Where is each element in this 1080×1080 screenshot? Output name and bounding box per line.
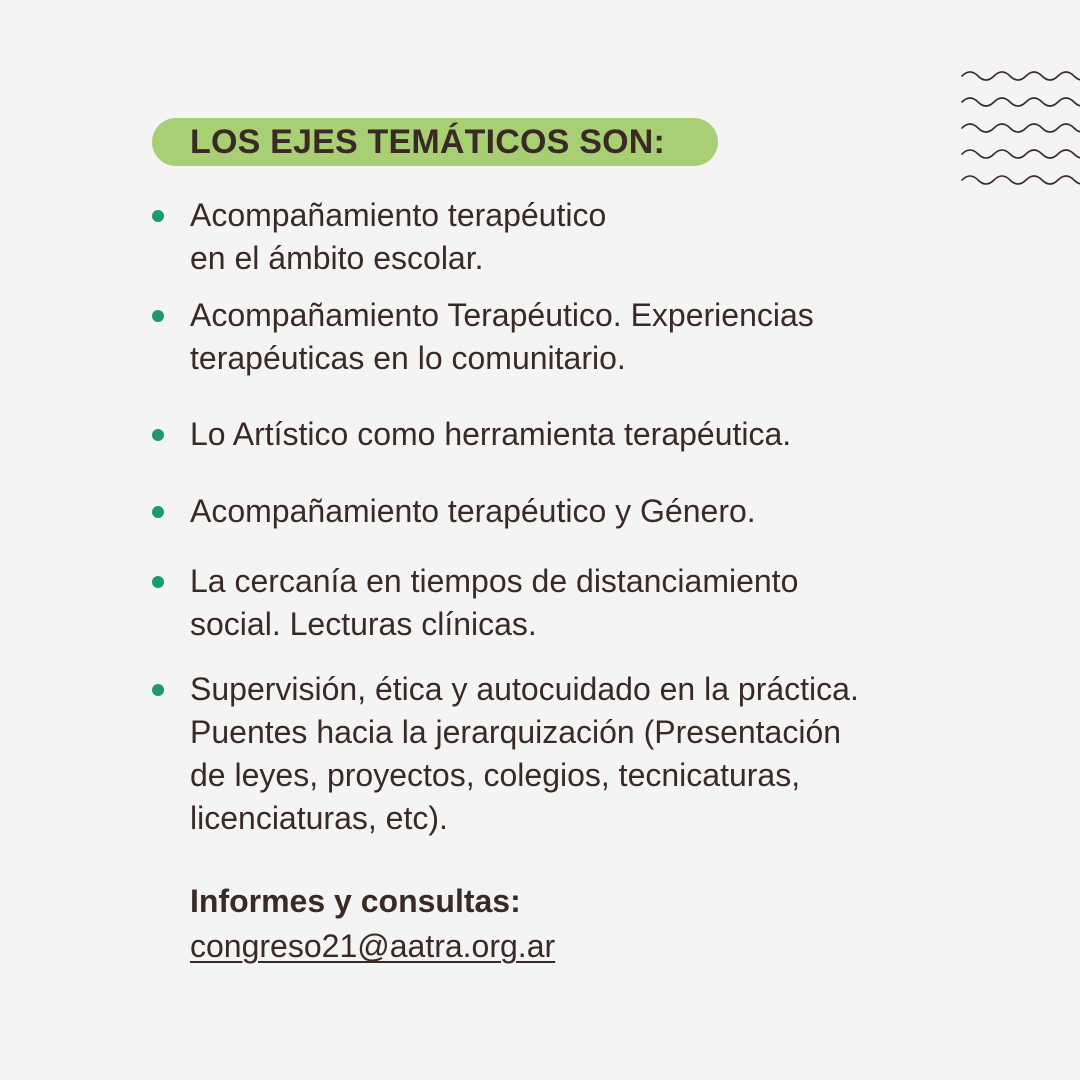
topic-line: licenciaturas, etc). (190, 800, 448, 836)
topic-line: Supervisión, ética y autocuidado en la práctica. (190, 671, 859, 707)
topic-line: Puentes hacia la jerarquización (Presentación (190, 714, 842, 750)
contact-title: Informes y consultas: (190, 883, 521, 919)
topic-line: La cercanía en tiempos de distanciamiento (190, 563, 799, 599)
topic-item-6 (190, 668, 1050, 840)
topic-item-4 (190, 490, 1050, 533)
topic-line: en el ámbito escolar. (190, 240, 484, 276)
topic-line: de leyes, proyectos, colegios, tecnicaturas, (190, 757, 801, 793)
topic-item-2 (190, 294, 1050, 380)
topic-line: Lo Artístico como herramienta terapéutica. (190, 416, 792, 452)
topic-line: Acompañamiento terapéutico (190, 197, 607, 233)
topic-line: social. Lecturas clínicas. (190, 606, 537, 642)
topic-item-3 (190, 413, 1050, 456)
topic-line: Acompañamiento Terapéutico. Experiencias (190, 297, 814, 333)
bullet-dot-icon (152, 506, 164, 518)
bullet-dot-icon (152, 310, 164, 322)
topic-item-5 (190, 560, 1050, 646)
section-heading: LOS EJES TEMÁTICOS SON: (190, 122, 665, 161)
bullet-dot-icon (152, 429, 164, 441)
bullet-dot-icon (152, 576, 164, 588)
bullet-dot-icon (152, 684, 164, 696)
topic-line: Acompañamiento terapéutico y Género. (190, 493, 756, 529)
topic-item-1 (190, 194, 1050, 280)
contact-email-link[interactable]: congreso21@aatra.org.ar (190, 928, 556, 964)
bullet-dot-icon (152, 210, 164, 222)
topic-line: terapéuticas en lo comunitario. (190, 340, 626, 376)
